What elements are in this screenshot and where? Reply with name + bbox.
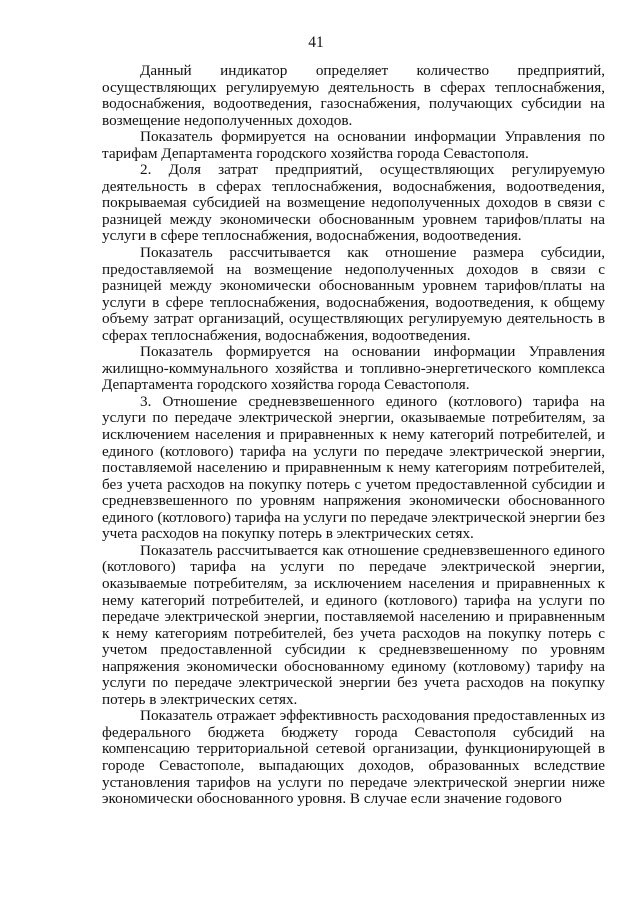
paragraph-item-2-calculation: Показатель рассчитывается как отношение размера субсидии, предоставляемой на возмещение недополученных доходов в связи с разницей между экономически обоснованным уровнем тарифов/платы на услуги в сфере теплоснабжения, водоснабжения, водоотведения, к общему объему затрат организаций, осуществляющих регулируемую деятельность в сферах теплоснабжения, водоснабжения, водоотведения. bbox=[102, 244, 605, 344]
paragraph-item-3-heading: 3. Отношение средневзвешенного единого (котлового) тарифа на услуги по передаче электрической энергии, оказываемые потребителям, за исключением населения и приравненных к нему категорий потребителей, и единого (котлового) тарифа на услуги по передаче электрической энергии, поставляемой населению и приравненным к нему категориям потребителей, без учета расходов на покупку потерь с учетом предоставленной субсидии и средневзвешенного по уровням напряжения экономически обоснованного единого (котлового) тарифа на услуги по передаче электрической энергии без учета расходов на покупку потерь в электрических сетях. bbox=[102, 392, 605, 543]
page-number: 41 bbox=[308, 34, 324, 51]
document-body bbox=[102, 63, 605, 808]
paragraph-source-tariff-office: Показатель формируется на основании информации Управления по тарифам Департамента городского хозяйства города Севастополя. bbox=[102, 128, 605, 162]
paragraph-item-3-calculation: Показатель рассчитывается как отношение средневзвешенного единого (котлового) тарифа на услуги по передаче электрической энергии, оказываемые потребителям, за исключением населения и приравненных к нему категорий потребителей, и единого (котлового) тарифа на услуги по передаче электрической энергии, поставляемой населению и приравненным к нему категориям потребителей, без учета расходов на покупку потерь с учетом предоставленной субсидии к средневзвешенному по уровням напряжения экономически обоснованному единому (котловому) тарифу на услуги по передаче электрической энергии без учета расходов на покупку потерь в электрических сетях. bbox=[102, 541, 605, 708]
paragraph-item-3-efficiency: Показатель отражает эффективность расходования предоставленных из федерального бюджета бюджету города Севастополя субсидий на компенсацию территориальной сетевой организации, функционирующей в городе Севастополе, выпадающих доходов, образованных вследствие установления тарифов на услуги по передаче электрической энергии ниже экономически обоснованного уровня. В случае если значение годового bbox=[102, 707, 605, 808]
paragraph-item-2-source: Показатель формируется на основании информации Управления жилищно-коммунального хозяйства и топливно-энергетического комплекса Департамента городского хозяйства города Севастополя. bbox=[102, 343, 605, 394]
paragraph-indicator-definition: Данный индикатор определяет количество предприятий, осуществляющих регулируемую деятельность в сферах теплоснабжения, водоснабжения, водоотведения, газоснабжения, получающих субсидии на возмещение недополученных доходов. bbox=[102, 62, 605, 129]
paragraph-item-2-heading: 2. Доля затрат предприятий, осуществляющих регулируемую деятельность в сферах теплоснабжения, водоснабжения, водоотведения, покрываемая субсидией на возмещение недополученных доходов в связи с разницей между экономически обоснованным уровнем тарифов/платы на услуги в сфере теплоснабжения, водоснабжения, водоотведения. bbox=[102, 161, 605, 245]
